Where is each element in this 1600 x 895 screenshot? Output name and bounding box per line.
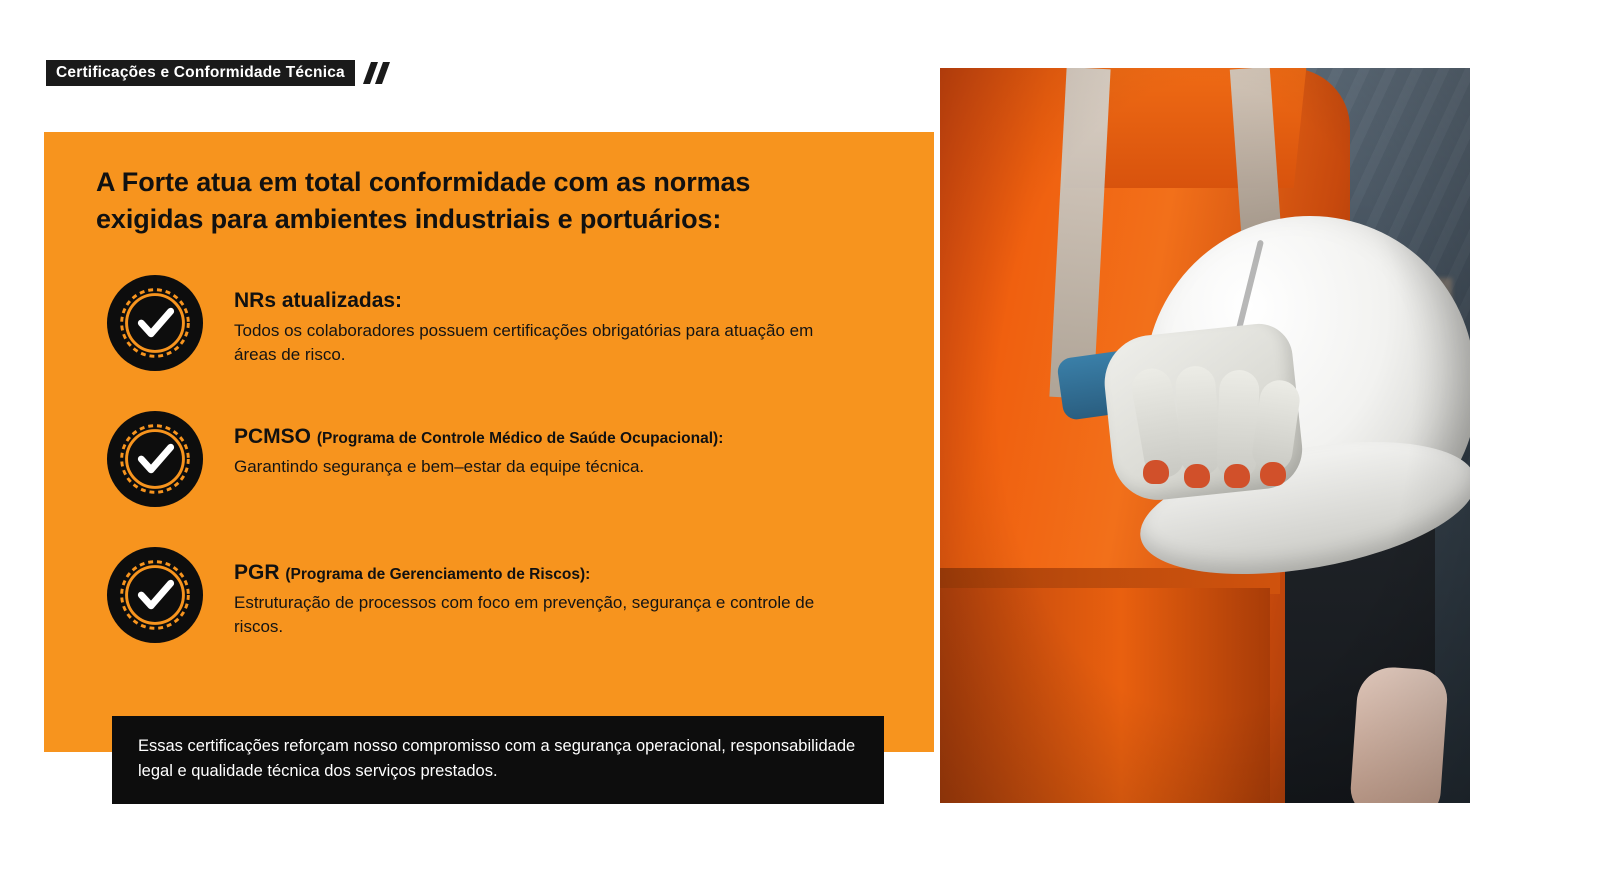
list-item-title-sub: (Programa de Gerenciamento de Riscos): [285, 566, 591, 583]
list-item [106, 274, 896, 372]
list-item [106, 410, 896, 508]
list-item-text [234, 274, 854, 368]
check-seal-icon [106, 274, 204, 372]
list-item-desc: Todos os colaboradores possuem certificações obrigatórias para atuação em áreas de risco. [234, 321, 814, 365]
photo-vignette [940, 68, 1470, 803]
list-item-text [234, 410, 723, 479]
check-seal-icon [106, 410, 204, 508]
section-eyebrow [46, 58, 391, 88]
content-panel [44, 132, 934, 752]
list-item-title-main: PCMSO [234, 425, 312, 448]
certification-list [106, 274, 896, 682]
list-item [106, 546, 896, 644]
slash-decoration-icon [367, 62, 391, 84]
panel-heading: A Forte atua em total conformidade com as normas exigidas para ambientes industriais e portuários: [96, 167, 751, 235]
worker-photo [940, 68, 1470, 803]
list-item-title [234, 560, 854, 586]
list-item-desc: Garantindo segurança e bem–estar da equipe técnica. [234, 457, 645, 477]
list-item-desc: Estruturação de processos com foco em prevenção, segurança e controle de riscos. [234, 593, 815, 637]
check-seal-icon [106, 546, 204, 644]
list-item-title [234, 424, 723, 450]
slash-2 [375, 62, 390, 84]
list-item-title-main: PGR [234, 561, 280, 584]
footer-note: Essas certificações reforçam nosso compromisso com a segurança operacional, responsabilidade legal e qualidade técnica dos serviços prestados. [112, 716, 884, 804]
list-item-text [234, 546, 854, 640]
eyebrow-label: Certificações e Conformidade Técnica [46, 60, 355, 87]
photo-composition [940, 68, 1470, 803]
list-item-title-sub: (Programa de Controle Médico de Saúde Ocupacional): [316, 430, 724, 447]
list-item-title: NRs atualizadas: [234, 289, 403, 312]
